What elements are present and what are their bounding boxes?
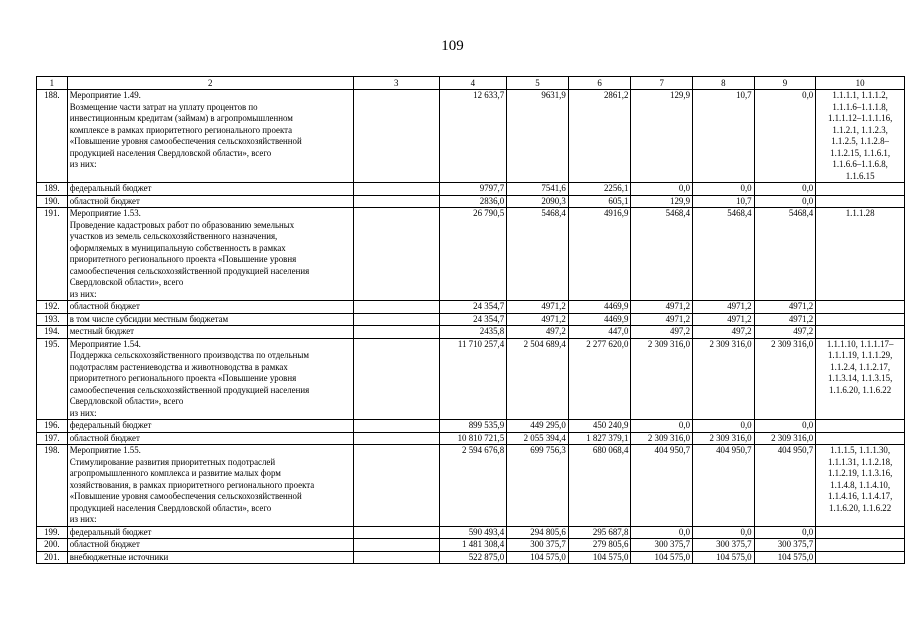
col7-value: 0,0 xyxy=(631,526,693,539)
col7-value: 497,2 xyxy=(631,326,693,339)
header-cell: 8 xyxy=(693,77,755,90)
col6-value: 4469,9 xyxy=(568,301,631,314)
target-indicators xyxy=(816,301,905,314)
col9-value: 2 309 316,0 xyxy=(754,432,816,445)
col6-value: 2861,2 xyxy=(568,90,631,183)
col4-value: 10 810 721,5 xyxy=(439,432,507,445)
header-cell: 7 xyxy=(631,77,693,90)
col5-value: 104 575,0 xyxy=(507,551,569,564)
col7-value: 5468,4 xyxy=(631,208,693,301)
col9-value: 4971,2 xyxy=(754,301,816,314)
col6-value: 450 240,9 xyxy=(568,420,631,433)
row-description: федеральный бюджет xyxy=(67,526,353,539)
col5-value: 4971,2 xyxy=(507,313,569,326)
col3-cell xyxy=(353,313,439,326)
row-description: внебюджетные источники xyxy=(67,551,353,564)
col7-value: 2 309 316,0 xyxy=(631,432,693,445)
target-indicators xyxy=(816,183,905,196)
col3-cell xyxy=(353,90,439,183)
col7-value: 104 575,0 xyxy=(631,551,693,564)
col7-value: 129,9 xyxy=(631,195,693,208)
col9-value: 0,0 xyxy=(754,195,816,208)
row-number: 190. xyxy=(37,195,68,208)
col3-cell xyxy=(353,183,439,196)
col4-value: 12 633,7 xyxy=(439,90,507,183)
row-description: областной бюджет xyxy=(67,301,353,314)
col6-value: 4916,9 xyxy=(568,208,631,301)
row-number: 192. xyxy=(37,301,68,314)
table-row xyxy=(37,183,905,196)
col9-value: 300 375,7 xyxy=(754,539,816,552)
col6-value: 104 575,0 xyxy=(568,551,631,564)
col5-value: 2090,3 xyxy=(507,195,569,208)
col6-value: 447,0 xyxy=(568,326,631,339)
col4-value: 1 481 308,4 xyxy=(439,539,507,552)
col7-value: 300 375,7 xyxy=(631,539,693,552)
header-cell: 3 xyxy=(353,77,439,90)
col6-value: 680 068,4 xyxy=(568,445,631,527)
col4-value: 24 354,7 xyxy=(439,301,507,314)
col7-value: 129,9 xyxy=(631,90,693,183)
col4-value: 2836,0 xyxy=(439,195,507,208)
col3-cell xyxy=(353,445,439,527)
col8-value: 0,0 xyxy=(693,183,755,196)
row-number: 198. xyxy=(37,445,68,527)
table-body xyxy=(37,90,905,564)
row-description: в том числе субсидии местным бюджетам xyxy=(67,313,353,326)
col3-cell xyxy=(353,326,439,339)
col9-value: 0,0 xyxy=(754,90,816,183)
header-cell: 10 xyxy=(816,77,905,90)
row-description: местный бюджет xyxy=(67,326,353,339)
target-indicators xyxy=(816,539,905,552)
table-row xyxy=(37,338,905,420)
table-row xyxy=(37,420,905,433)
col5-value: 294 805,6 xyxy=(507,526,569,539)
header-cell: 9 xyxy=(754,77,816,90)
col4-value: 26 790,5 xyxy=(439,208,507,301)
row-description: Мероприятие 1.53. Проведение кадастровых работ по образованию земельных участков из земель сельскохозяйственного назначения, оформляемых в муниципальную собственность в рамках приоритетного регионального проекта «Повышение уровня самообеспечения сельскохозяйственной продукцией населения Свердловской области», всего из них: xyxy=(67,208,353,301)
header-cell: 5 xyxy=(507,77,569,90)
table-row xyxy=(37,301,905,314)
col6-value: 605,1 xyxy=(568,195,631,208)
col8-value: 0,0 xyxy=(693,526,755,539)
col4-value: 9797,7 xyxy=(439,183,507,196)
col4-value: 522 875,0 xyxy=(439,551,507,564)
row-number: 199. xyxy=(37,526,68,539)
target-indicators: 1.1.1.10, 1.1.1.17– 1.1.1.19, 1.1.1.29, 1.1.2.4, 1.1.2.17, 1.1.3.14, 1.1.3.15, 1.1.6.20, 1.1.6.22 xyxy=(816,338,905,420)
col9-value: 0,0 xyxy=(754,183,816,196)
target-indicators xyxy=(816,420,905,433)
header-cell: 4 xyxy=(439,77,507,90)
row-description: федеральный бюджет xyxy=(67,420,353,433)
col7-value: 4971,2 xyxy=(631,301,693,314)
col4-value: 590 493,4 xyxy=(439,526,507,539)
row-description: Мероприятие 1.49. Возмещение части затрат на уплату процентов по инвестиционным кредитам (займам) в агропромышленном комплексе в рамках приоритетного регионального проекта «Повышение уровня самообеспечения сельскохозяйственной продукцией населения Свердловской области», всего из них: xyxy=(67,90,353,183)
target-indicators xyxy=(816,326,905,339)
col9-value: 497,2 xyxy=(754,326,816,339)
col9-value: 5468,4 xyxy=(754,208,816,301)
table-row xyxy=(37,539,905,552)
row-number: 197. xyxy=(37,432,68,445)
row-number: 195. xyxy=(37,338,68,420)
col8-value: 404 950,7 xyxy=(693,445,755,527)
row-number: 200. xyxy=(37,539,68,552)
row-number: 201. xyxy=(37,551,68,564)
row-number: 194. xyxy=(37,326,68,339)
col3-cell xyxy=(353,208,439,301)
table-header-row xyxy=(37,77,905,90)
budget-table xyxy=(36,76,905,564)
col7-value: 404 950,7 xyxy=(631,445,693,527)
col5-value: 9631,9 xyxy=(507,90,569,183)
target-indicators: 1.1.1.28 xyxy=(816,208,905,301)
table-row xyxy=(37,326,905,339)
col8-value: 300 375,7 xyxy=(693,539,755,552)
target-indicators xyxy=(816,432,905,445)
col5-value: 497,2 xyxy=(507,326,569,339)
target-indicators: 1.1.1.5, 1.1.1.30, 1.1.1.31, 1.1.2.18, 1.1.2.19, 1.1.3.16, 1.1.4.8, 1.1.4.10, 1.1.4.16, 1.1.4.17, 1.1.6.20, 1.1.6.22 xyxy=(816,445,905,527)
col3-cell xyxy=(353,539,439,552)
col3-cell xyxy=(353,432,439,445)
col4-value: 24 354,7 xyxy=(439,313,507,326)
row-description: областной бюджет xyxy=(67,432,353,445)
target-indicators: 1.1.1.1, 1.1.1.2, 1.1.1.6–1.1.1.8, 1.1.1.12–1.1.1.16, 1.1.2.1, 1.1.2.3, 1.1.2.5, 1.1.2.8– 1.1.2.15, 1.1.6.1, 1.1.6.6–1.1.6.8, 1.1.6.15 xyxy=(816,90,905,183)
table-row xyxy=(37,313,905,326)
col5-value: 449 295,0 xyxy=(507,420,569,433)
col8-value: 2 309 316,0 xyxy=(693,338,755,420)
col9-value: 0,0 xyxy=(754,526,816,539)
col7-value: 4971,2 xyxy=(631,313,693,326)
col8-value: 5468,4 xyxy=(693,208,755,301)
row-description: федеральный бюджет xyxy=(67,183,353,196)
col6-value: 295 687,8 xyxy=(568,526,631,539)
col3-cell xyxy=(353,420,439,433)
target-indicators xyxy=(816,313,905,326)
row-number: 196. xyxy=(37,420,68,433)
table-row xyxy=(37,90,905,183)
col5-value: 2 504 689,4 xyxy=(507,338,569,420)
row-description: Мероприятие 1.55. Стимулирование развития приоритетных подотраслей агропромышленного комплекса и развитие малых форм хозяйствования, в рамках приоритетного регионального проекта «Повышение уровня самообеспечения сельскохозяйственной продукцией населения Свердловской области», всего из них: xyxy=(67,445,353,527)
col9-value: 404 950,7 xyxy=(754,445,816,527)
col7-value: 2 309 316,0 xyxy=(631,338,693,420)
table-row xyxy=(37,432,905,445)
col7-value: 0,0 xyxy=(631,420,693,433)
table-row xyxy=(37,551,905,564)
row-number: 189. xyxy=(37,183,68,196)
col8-value: 104 575,0 xyxy=(693,551,755,564)
col3-cell xyxy=(353,551,439,564)
header-cell: 6 xyxy=(568,77,631,90)
row-number: 191. xyxy=(37,208,68,301)
col6-value: 2256,1 xyxy=(568,183,631,196)
col8-value: 4971,2 xyxy=(693,301,755,314)
row-number: 193. xyxy=(37,313,68,326)
col9-value: 0,0 xyxy=(754,420,816,433)
col3-cell xyxy=(353,195,439,208)
header-cell: 1 xyxy=(37,77,68,90)
table-row xyxy=(37,208,905,301)
col3-cell xyxy=(353,301,439,314)
col4-value: 2 594 676,8 xyxy=(439,445,507,527)
col5-value: 7541,6 xyxy=(507,183,569,196)
col9-value: 4971,2 xyxy=(754,313,816,326)
col3-cell xyxy=(353,526,439,539)
table-row xyxy=(37,195,905,208)
col8-value: 10,7 xyxy=(693,195,755,208)
table-row xyxy=(37,445,905,527)
col5-value: 4971,2 xyxy=(507,301,569,314)
row-number: 188. xyxy=(37,90,68,183)
col8-value: 4971,2 xyxy=(693,313,755,326)
row-description: областной бюджет xyxy=(67,195,353,208)
col9-value: 2 309 316,0 xyxy=(754,338,816,420)
col6-value: 279 805,6 xyxy=(568,539,631,552)
col8-value: 2 309 316,0 xyxy=(693,432,755,445)
col7-value: 0,0 xyxy=(631,183,693,196)
col6-value: 2 277 620,0 xyxy=(568,338,631,420)
col5-value: 300 375,7 xyxy=(507,539,569,552)
col8-value: 497,2 xyxy=(693,326,755,339)
col5-value: 2 055 394,4 xyxy=(507,432,569,445)
row-description: областной бюджет xyxy=(67,539,353,552)
col4-value: 899 535,9 xyxy=(439,420,507,433)
col8-value: 10,7 xyxy=(693,90,755,183)
target-indicators xyxy=(816,526,905,539)
row-description: Мероприятие 1.54. Поддержка сельскохозяйственного производства по отдельным подотраслям растениеводства и животноводства в рамках приоритетного регионального проекта «Повышение уровня самообеспечения сельскохозяйственной продукцией населения Свердловской области», всего из них: xyxy=(67,338,353,420)
col6-value: 4469,9 xyxy=(568,313,631,326)
col3-cell xyxy=(353,338,439,420)
col4-value: 2435,8 xyxy=(439,326,507,339)
table-row xyxy=(37,526,905,539)
col5-value: 699 756,3 xyxy=(507,445,569,527)
col4-value: 11 710 257,4 xyxy=(439,338,507,420)
target-indicators xyxy=(816,551,905,564)
col8-value: 0,0 xyxy=(693,420,755,433)
col9-value: 104 575,0 xyxy=(754,551,816,564)
col6-value: 1 827 379,1 xyxy=(568,432,631,445)
target-indicators xyxy=(816,195,905,208)
col5-value: 5468,4 xyxy=(507,208,569,301)
page-number: 109 xyxy=(441,38,464,54)
header-cell: 2 xyxy=(67,77,353,90)
